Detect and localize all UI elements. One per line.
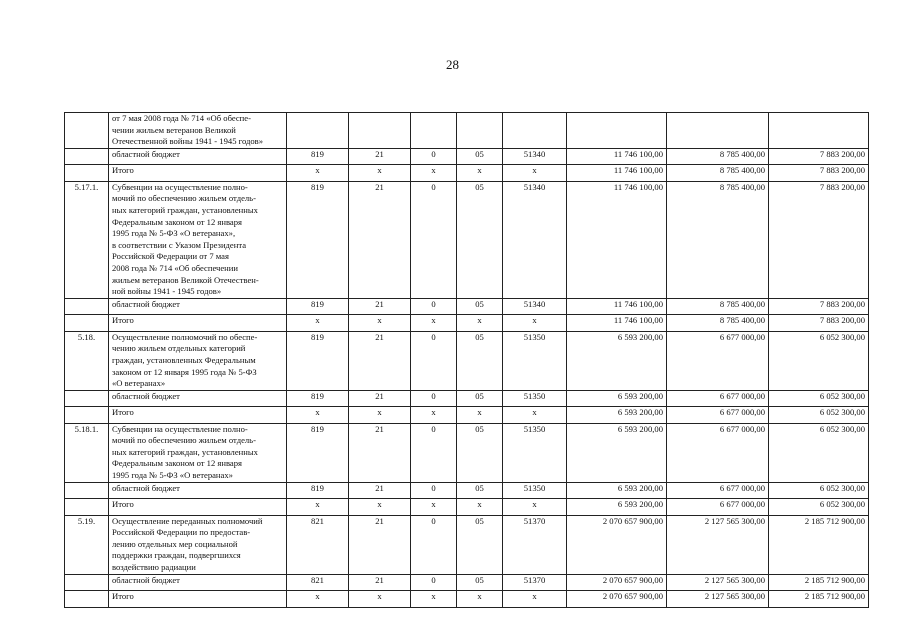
direction-code-cell: 51350	[503, 390, 567, 406]
event-code-cell: x	[457, 314, 503, 331]
description-cell: областной бюджет	[109, 148, 287, 164]
direction-code-cell: 51340	[503, 148, 567, 164]
direction-code-cell: x	[503, 164, 567, 181]
amount-year2-cell: 6 677 000,00	[667, 482, 769, 498]
subprogram-code-cell	[411, 113, 457, 149]
row-number-cell: 5.18.1.	[65, 423, 109, 482]
ministry-code-cell: 819	[287, 298, 349, 314]
table-row	[65, 498, 869, 515]
amount-year2-cell: 2 127 565 300,00	[667, 590, 769, 607]
page-number: 28	[446, 57, 459, 72]
description-cell: Итого	[109, 498, 287, 515]
direction-code-cell: 51350	[503, 331, 567, 390]
ministry-code-cell: x	[287, 498, 349, 515]
direction-code-cell: x	[503, 406, 567, 423]
amount-year3-cell: 6 052 300,00	[769, 423, 869, 482]
amount-year3-cell	[769, 113, 869, 149]
amount-year3-cell: 7 883 200,00	[769, 298, 869, 314]
ministry-code-cell: 821	[287, 515, 349, 574]
description-cell: областной бюджет	[109, 574, 287, 590]
row-number-cell	[65, 164, 109, 181]
amount-year2-cell: 2 127 565 300,00	[667, 574, 769, 590]
subprogram-code-cell: x	[411, 314, 457, 331]
program-code-cell	[349, 113, 411, 149]
event-code-cell: 05	[457, 515, 503, 574]
amount-year1-cell: 6 593 200,00	[567, 498, 667, 515]
description-cell: Субвенции на осуществление полно- мочий по обеспечению жильем отдель- ных категорий граждан, установленных Федеральным законом от 12 января 1995 года № 5-ФЗ «О ветеранах»	[109, 423, 287, 482]
amount-year2-cell: 8 785 400,00	[667, 164, 769, 181]
budget-table	[64, 112, 869, 608]
table-row	[65, 590, 869, 607]
table-row	[65, 515, 869, 574]
subprogram-code-cell: 0	[411, 423, 457, 482]
ministry-code-cell: x	[287, 314, 349, 331]
table-row	[65, 574, 869, 590]
description-cell: Итого	[109, 164, 287, 181]
table-row	[65, 181, 869, 298]
table-row	[65, 423, 869, 482]
subprogram-code-cell: 0	[411, 148, 457, 164]
ministry-code-cell: 819	[287, 181, 349, 298]
direction-code-cell	[503, 113, 567, 149]
row-number-cell	[65, 390, 109, 406]
row-number-cell	[65, 574, 109, 590]
event-code-cell: 05	[457, 574, 503, 590]
table-row	[65, 406, 869, 423]
subprogram-code-cell: x	[411, 164, 457, 181]
event-code-cell: 05	[457, 390, 503, 406]
direction-code-cell: 51340	[503, 298, 567, 314]
table-row	[65, 298, 869, 314]
event-code-cell: x	[457, 406, 503, 423]
row-number-cell	[65, 590, 109, 607]
amount-year2-cell: 6 677 000,00	[667, 406, 769, 423]
table-row	[65, 148, 869, 164]
direction-code-cell: 51370	[503, 574, 567, 590]
amount-year3-cell: 2 185 712 900,00	[769, 590, 869, 607]
amount-year3-cell: 2 185 712 900,00	[769, 574, 869, 590]
ministry-code-cell: x	[287, 590, 349, 607]
description-cell: Осуществление переданных полномочий Российской Федерации по предостав- лению отдельных мер социальной поддержки граждан, подвергшихся воздействию радиации	[109, 515, 287, 574]
program-code-cell: 21	[349, 181, 411, 298]
amount-year1-cell: 6 593 200,00	[567, 406, 667, 423]
amount-year1-cell: 11 746 100,00	[567, 181, 667, 298]
subprogram-code-cell: x	[411, 406, 457, 423]
description-cell: от 7 мая 2008 года № 714 «Об обеспе- чении жильем ветеранов Великой Отечественной войны 1941 - 1945 годов»	[109, 113, 287, 149]
table-row	[65, 113, 869, 149]
row-number-cell: 5.17.1.	[65, 181, 109, 298]
amount-year3-cell: 2 185 712 900,00	[769, 515, 869, 574]
direction-code-cell: 51370	[503, 515, 567, 574]
subprogram-code-cell: 0	[411, 181, 457, 298]
amount-year2-cell: 8 785 400,00	[667, 181, 769, 298]
amount-year1-cell: 6 593 200,00	[567, 482, 667, 498]
description-cell: Итого	[109, 314, 287, 331]
amount-year3-cell: 6 052 300,00	[769, 498, 869, 515]
ministry-code-cell: 819	[287, 331, 349, 390]
program-code-cell: x	[349, 406, 411, 423]
row-number-cell	[65, 113, 109, 149]
amount-year2-cell: 2 127 565 300,00	[667, 515, 769, 574]
event-code-cell: 05	[457, 148, 503, 164]
amount-year3-cell: 6 052 300,00	[769, 406, 869, 423]
program-code-cell: 21	[349, 423, 411, 482]
amount-year3-cell: 6 052 300,00	[769, 390, 869, 406]
amount-year2-cell: 6 677 000,00	[667, 423, 769, 482]
row-number-cell	[65, 148, 109, 164]
event-code-cell: 05	[457, 298, 503, 314]
subprogram-code-cell: x	[411, 590, 457, 607]
amount-year1-cell: 11 746 100,00	[567, 298, 667, 314]
description-cell: областной бюджет	[109, 482, 287, 498]
ministry-code-cell: 821	[287, 574, 349, 590]
direction-code-cell: 51350	[503, 423, 567, 482]
direction-code-cell: 51350	[503, 482, 567, 498]
row-number-cell	[65, 406, 109, 423]
program-code-cell: 21	[349, 148, 411, 164]
ministry-code-cell: 819	[287, 423, 349, 482]
table-body	[65, 113, 869, 608]
event-code-cell: 05	[457, 423, 503, 482]
program-code-cell: 21	[349, 298, 411, 314]
program-code-cell: x	[349, 164, 411, 181]
event-code-cell: x	[457, 590, 503, 607]
program-code-cell: 21	[349, 331, 411, 390]
table-row	[65, 164, 869, 181]
amount-year1-cell: 11 746 100,00	[567, 148, 667, 164]
direction-code-cell: x	[503, 498, 567, 515]
row-number-cell	[65, 482, 109, 498]
program-code-cell: 21	[349, 390, 411, 406]
row-number-cell	[65, 298, 109, 314]
row-number-cell: 5.19.	[65, 515, 109, 574]
event-code-cell: 05	[457, 331, 503, 390]
amount-year3-cell: 7 883 200,00	[769, 314, 869, 331]
program-code-cell: x	[349, 590, 411, 607]
amount-year2-cell: 8 785 400,00	[667, 314, 769, 331]
direction-code-cell: 51340	[503, 181, 567, 298]
program-code-cell: x	[349, 314, 411, 331]
amount-year3-cell: 6 052 300,00	[769, 482, 869, 498]
subprogram-code-cell: 0	[411, 515, 457, 574]
subprogram-code-cell: 0	[411, 390, 457, 406]
amount-year1-cell: 6 593 200,00	[567, 423, 667, 482]
event-code-cell: 05	[457, 181, 503, 298]
event-code-cell	[457, 113, 503, 149]
amount-year2-cell	[667, 113, 769, 149]
program-code-cell: x	[349, 498, 411, 515]
ministry-code-cell: x	[287, 164, 349, 181]
description-cell: областной бюджет	[109, 298, 287, 314]
amount-year1-cell: 2 070 657 900,00	[567, 574, 667, 590]
description-cell: Итого	[109, 406, 287, 423]
amount-year1-cell: 11 746 100,00	[567, 314, 667, 331]
amount-year1-cell: 6 593 200,00	[567, 390, 667, 406]
subprogram-code-cell: x	[411, 498, 457, 515]
amount-year2-cell: 6 677 000,00	[667, 331, 769, 390]
direction-code-cell: x	[503, 590, 567, 607]
subprogram-code-cell: 0	[411, 331, 457, 390]
amount-year2-cell: 6 677 000,00	[667, 498, 769, 515]
amount-year1-cell: 6 593 200,00	[567, 331, 667, 390]
ministry-code-cell: 819	[287, 148, 349, 164]
amount-year3-cell: 6 052 300,00	[769, 331, 869, 390]
row-number-cell	[65, 314, 109, 331]
description-cell: Итого	[109, 590, 287, 607]
event-code-cell: 05	[457, 482, 503, 498]
table-row	[65, 314, 869, 331]
amount-year1-cell	[567, 113, 667, 149]
amount-year2-cell: 6 677 000,00	[667, 390, 769, 406]
program-code-cell: 21	[349, 482, 411, 498]
amount-year2-cell: 8 785 400,00	[667, 148, 769, 164]
amount-year1-cell: 2 070 657 900,00	[567, 515, 667, 574]
table-row	[65, 482, 869, 498]
row-number-cell: 5.18.	[65, 331, 109, 390]
ministry-code-cell: 819	[287, 482, 349, 498]
amount-year2-cell: 8 785 400,00	[667, 298, 769, 314]
ministry-code-cell: x	[287, 406, 349, 423]
description-cell: Осуществление полномочий по обеспе- чению жильем отдельных категорий граждан, установленных Федеральным законом от 12 января 1995 года № 5-ФЗ «О ветеранах»	[109, 331, 287, 390]
event-code-cell: x	[457, 164, 503, 181]
subprogram-code-cell: 0	[411, 298, 457, 314]
amount-year1-cell: 2 070 657 900,00	[567, 590, 667, 607]
program-code-cell: 21	[349, 515, 411, 574]
amount-year3-cell: 7 883 200,00	[769, 181, 869, 298]
table-row	[65, 390, 869, 406]
amount-year3-cell: 7 883 200,00	[769, 164, 869, 181]
amount-year3-cell: 7 883 200,00	[769, 148, 869, 164]
event-code-cell: x	[457, 498, 503, 515]
amount-year1-cell: 11 746 100,00	[567, 164, 667, 181]
subprogram-code-cell: 0	[411, 574, 457, 590]
description-cell: Субвенции на осуществление полно- мочий по обеспечению жильем отдель- ных категорий граждан, установленных Федеральным законом от 12 января 1995 года № 5-ФЗ «О ветеранах», в соответствии с Указом Президента Российской Федерации от 7 мая 2008 года № 714 «Об обеспечении жильем ветеранов Великой Отечествен- ной войны 1941 - 1945 годов»	[109, 181, 287, 298]
ministry-code-cell: 819	[287, 390, 349, 406]
description-cell: областной бюджет	[109, 390, 287, 406]
subprogram-code-cell: 0	[411, 482, 457, 498]
ministry-code-cell	[287, 113, 349, 149]
table-row	[65, 331, 869, 390]
row-number-cell	[65, 498, 109, 515]
direction-code-cell: x	[503, 314, 567, 331]
program-code-cell: 21	[349, 574, 411, 590]
